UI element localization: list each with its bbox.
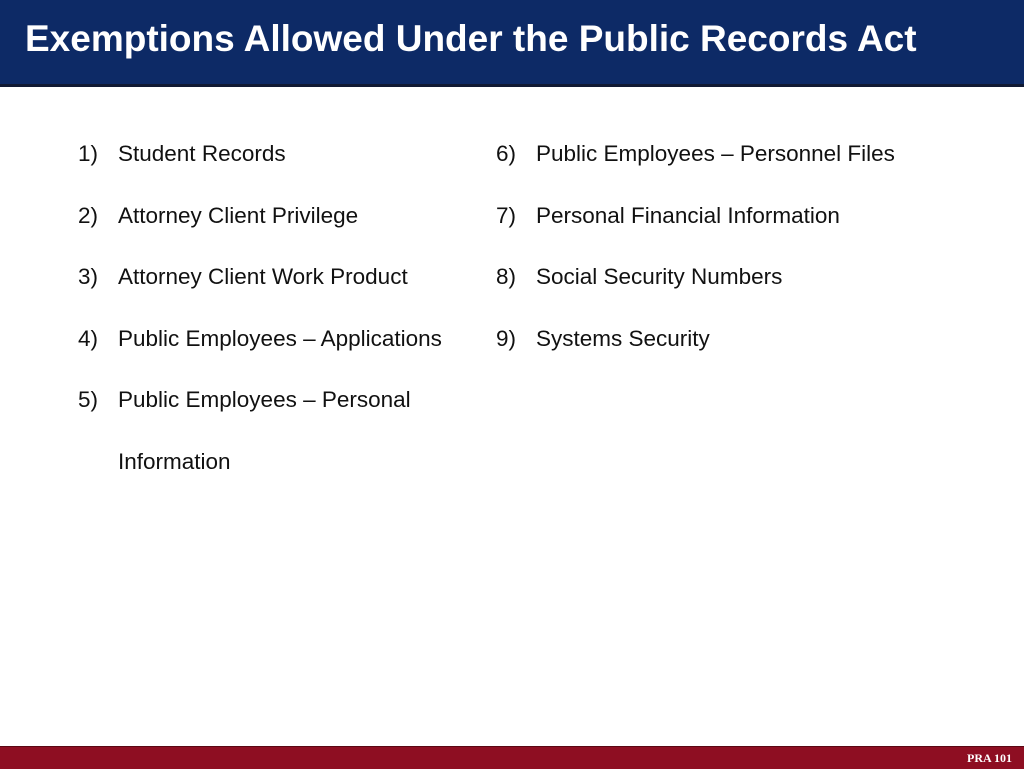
list-item [78, 369, 478, 492]
title-bar [0, 0, 1024, 84]
item-number: 2) [78, 202, 99, 228]
item-number: 6) [496, 141, 517, 166]
exemption-list-left [78, 123, 478, 492]
list-item [78, 308, 478, 370]
item-number: 5) [78, 387, 99, 412]
list-item [496, 123, 916, 185]
item-text: Social Security Numbers [536, 264, 783, 289]
item-text: Attorney Client Privilege [118, 202, 359, 228]
footer-label: PRA 101 [967, 751, 1012, 765]
list-item [78, 123, 478, 185]
item-number: 7) [496, 202, 517, 228]
item-number: 1) [78, 141, 99, 166]
item-text: Student Records [118, 141, 286, 166]
list-item [78, 246, 478, 308]
list-item [496, 308, 916, 370]
item-text: Attorney Client Work Product [118, 264, 408, 289]
item-text: Systems Security [536, 325, 710, 351]
item-number: 4) [78, 325, 99, 351]
item-text: Public Employees – Applications [118, 325, 442, 351]
footer-bar [0, 746, 1024, 769]
list-item [78, 185, 478, 247]
item-number: 8) [496, 264, 517, 289]
list-item [496, 246, 916, 308]
item-text: Personal Financial Information [536, 202, 840, 228]
title-underline [0, 84, 1024, 87]
exemption-list-right [496, 123, 916, 369]
list-item [496, 185, 916, 247]
slide-title: Exemptions Allowed Under the Public Records Act [25, 18, 917, 59]
item-text: Public Employees – Personal Information [118, 387, 411, 474]
item-number: 9) [496, 325, 517, 351]
item-text: Public Employees – Personnel Files [536, 141, 895, 166]
item-number: 3) [78, 264, 99, 289]
